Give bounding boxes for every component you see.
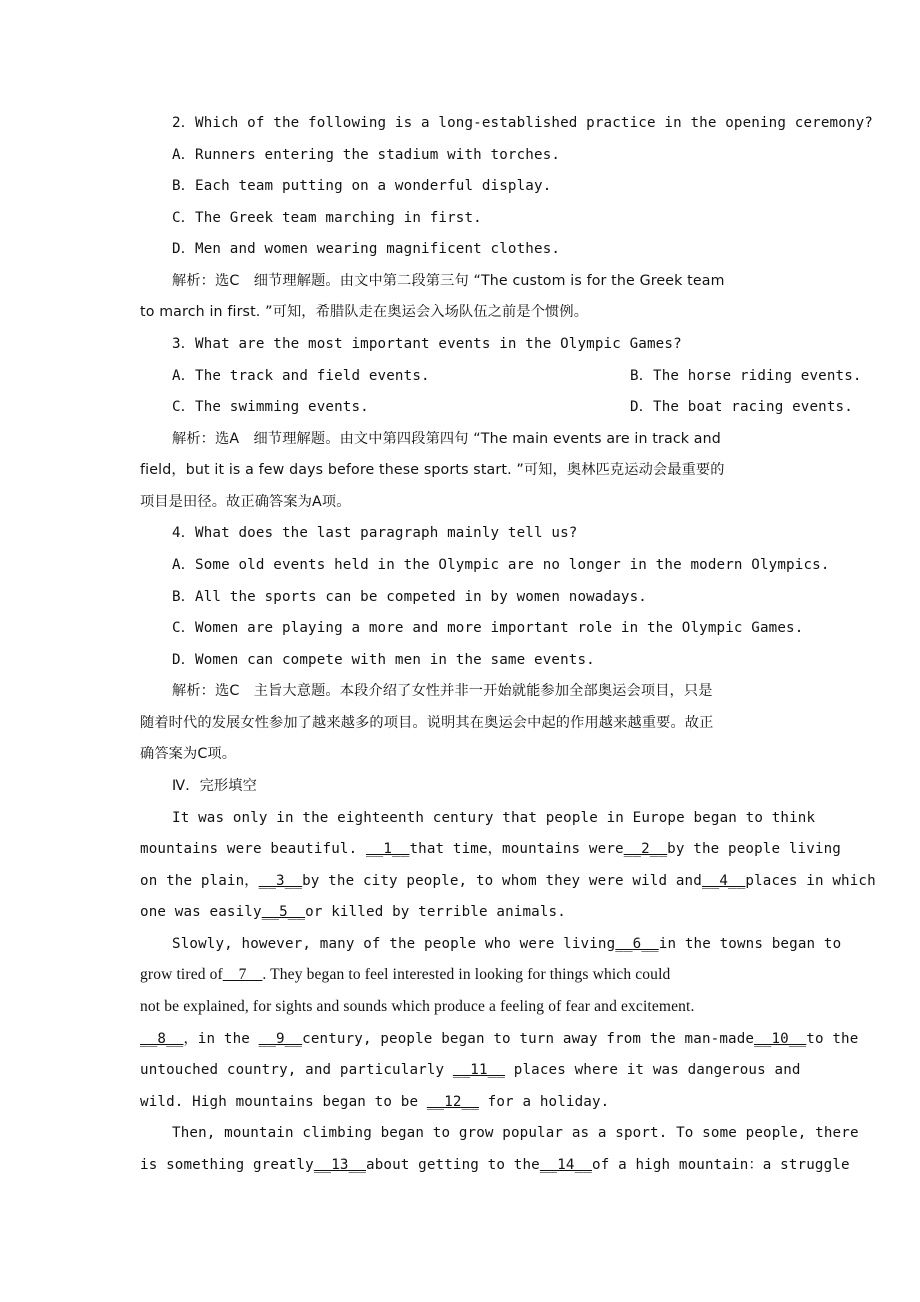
- cloze-p3-line-2: [140, 1155, 850, 1175]
- text-segment: for a holiday.: [478, 1094, 610, 1110]
- text-segment: places where it was dangerous and: [505, 1062, 801, 1078]
- text-segment: . They began to feel interested in looking for things which could: [262, 966, 671, 983]
- blank-12: __12__: [426, 1094, 479, 1110]
- q4-option-a: A．Some old events held in the Olympic are no longer in the modern Olympics.: [172, 557, 830, 573]
- text-segment: century, people began to turn away from the man-made: [302, 1031, 755, 1047]
- cloze-p2-line-4: [140, 1029, 858, 1049]
- q4-option-b: B．All the sports can be competed in by women nowadays.: [172, 589, 647, 605]
- text-segment: Slowly, however, many of the people who were living: [172, 936, 616, 952]
- blank-11: __11__: [452, 1062, 506, 1078]
- text-segment: that time，mountains were: [409, 841, 624, 857]
- text-segment: on the plain，: [140, 873, 259, 889]
- text-segment: to the: [806, 1031, 859, 1047]
- q2-analysis-line-1: 解析：选C 细节理解题。由文中第二段第三句 “The custom is for the Greek team: [172, 273, 725, 289]
- text-segment: by the people living: [667, 841, 842, 857]
- q4-option-d: D．Women can compete with men in the same events.: [172, 652, 595, 668]
- q2-analysis-line-2: to march in first. ”可知，希腊队走在奥运会入场队伍之前是个惯例。: [140, 304, 589, 320]
- blank-1: __1__: [365, 841, 410, 857]
- q2-option-c: C．The Greek team marching in first.: [172, 210, 482, 226]
- text-segment: one was easily: [140, 904, 262, 920]
- q3-options-row-1: [172, 366, 862, 386]
- text-segment: is something greatly: [140, 1157, 314, 1173]
- q3-options-row-2: [172, 397, 853, 417]
- cloze-p2-line-3: not be explained, for sights and sounds which produce a feeling of fear and excitement.: [140, 998, 695, 1015]
- blank-9: __9__: [258, 1031, 303, 1047]
- q3-option-b: B．The horse riding events.: [630, 368, 862, 384]
- blank-14: __14__: [539, 1157, 592, 1173]
- text-segment: grow tired of: [140, 966, 223, 983]
- blank-13: __13__: [313, 1157, 366, 1173]
- text-segment: places in which: [745, 873, 876, 889]
- blank-7: __7__: [222, 966, 263, 983]
- cloze-p1-line-1: It was only in the eighteenth century that people in Europe began to think: [172, 810, 816, 826]
- text-segment: about getting to the: [366, 1157, 540, 1173]
- text-segment: of a high mountain：a struggle: [592, 1157, 850, 1173]
- blank-4: __4__: [701, 873, 746, 889]
- blank-3: __3__: [258, 873, 303, 889]
- question-2: 2．Which of the following is a long-established practice in the opening ceremony?: [172, 115, 873, 131]
- cloze-p3-line-1: Then, mountain climbing began to grow popular as a sport. To some people, there: [172, 1125, 859, 1141]
- cloze-p1-line-2: [140, 839, 841, 859]
- q3-analysis-line-2: field，but it is a few days before these sports start. ”可知，奥林匹克运动会最重要的: [140, 462, 725, 478]
- q4-analysis-line-1: 解析：选C 主旨大意题。本段介绍了女性并非一开始就能参加全部奥运会项目，只是: [172, 683, 713, 699]
- cloze-p2-line-6: [140, 1092, 609, 1112]
- question-4: 4．What does the last paragraph mainly tell us?: [172, 525, 578, 541]
- cloze-p1-line-4: [140, 902, 566, 922]
- q4-option-c: C．Women are playing a more and more important role in the Olympic Games.: [172, 620, 804, 636]
- cloze-p2-line-5: [140, 1060, 801, 1080]
- cloze-p1-line-3: [140, 871, 876, 891]
- text-segment: wild. High mountains began to be: [140, 1094, 427, 1110]
- q3-analysis-line-3: 项目是田径。故正确答案为A项。: [140, 494, 351, 510]
- blank-10: __10__: [754, 1031, 807, 1047]
- blank-2: __2__: [623, 841, 668, 857]
- q2-option-b: B．Each team putting on a wonderful display.: [172, 178, 552, 194]
- q2-option-a: A．Runners entering the stadium with torches.: [172, 147, 561, 163]
- text-segment: in the towns began to: [658, 936, 842, 952]
- q2-option-d: D．Men and women wearing magnificent clothes.: [172, 241, 561, 257]
- question-3: 3．What are the most important events in the Olympic Games?: [172, 336, 682, 352]
- text-segment: ，in the: [183, 1031, 259, 1047]
- blank-6: __6__: [615, 936, 659, 952]
- q4-analysis-line-2: 随着时代的发展女性参加了越来越多的项目。说明其在奥运会中起的作用越来越重要。故正: [140, 715, 714, 731]
- text-segment: or killed by terrible animals.: [305, 904, 566, 920]
- q3-option-a: A．The track and field events.: [172, 368, 430, 384]
- q3-analysis-line-1: 解析：选A 细节理解题。由文中第四段第四句 “The main events are in track and: [172, 431, 721, 447]
- blank-5: __5__: [261, 904, 306, 920]
- q3-option-d: D．The boat racing events.: [630, 399, 853, 415]
- text-segment: by the city people, to whom they were wild and: [302, 873, 702, 889]
- cloze-p2-line-1: [172, 934, 841, 954]
- text-segment: mountains were beautiful.: [140, 841, 366, 857]
- q3-option-c: C．The swimming events.: [172, 399, 369, 415]
- section-title: Ⅳ．完形填空: [172, 778, 257, 794]
- q4-analysis-line-3: 确答案为C项。: [140, 746, 237, 762]
- cloze-p2-line-2: [140, 965, 670, 985]
- text-segment: untouched country, and particularly: [140, 1062, 453, 1078]
- blank-8: __8__: [140, 1031, 184, 1047]
